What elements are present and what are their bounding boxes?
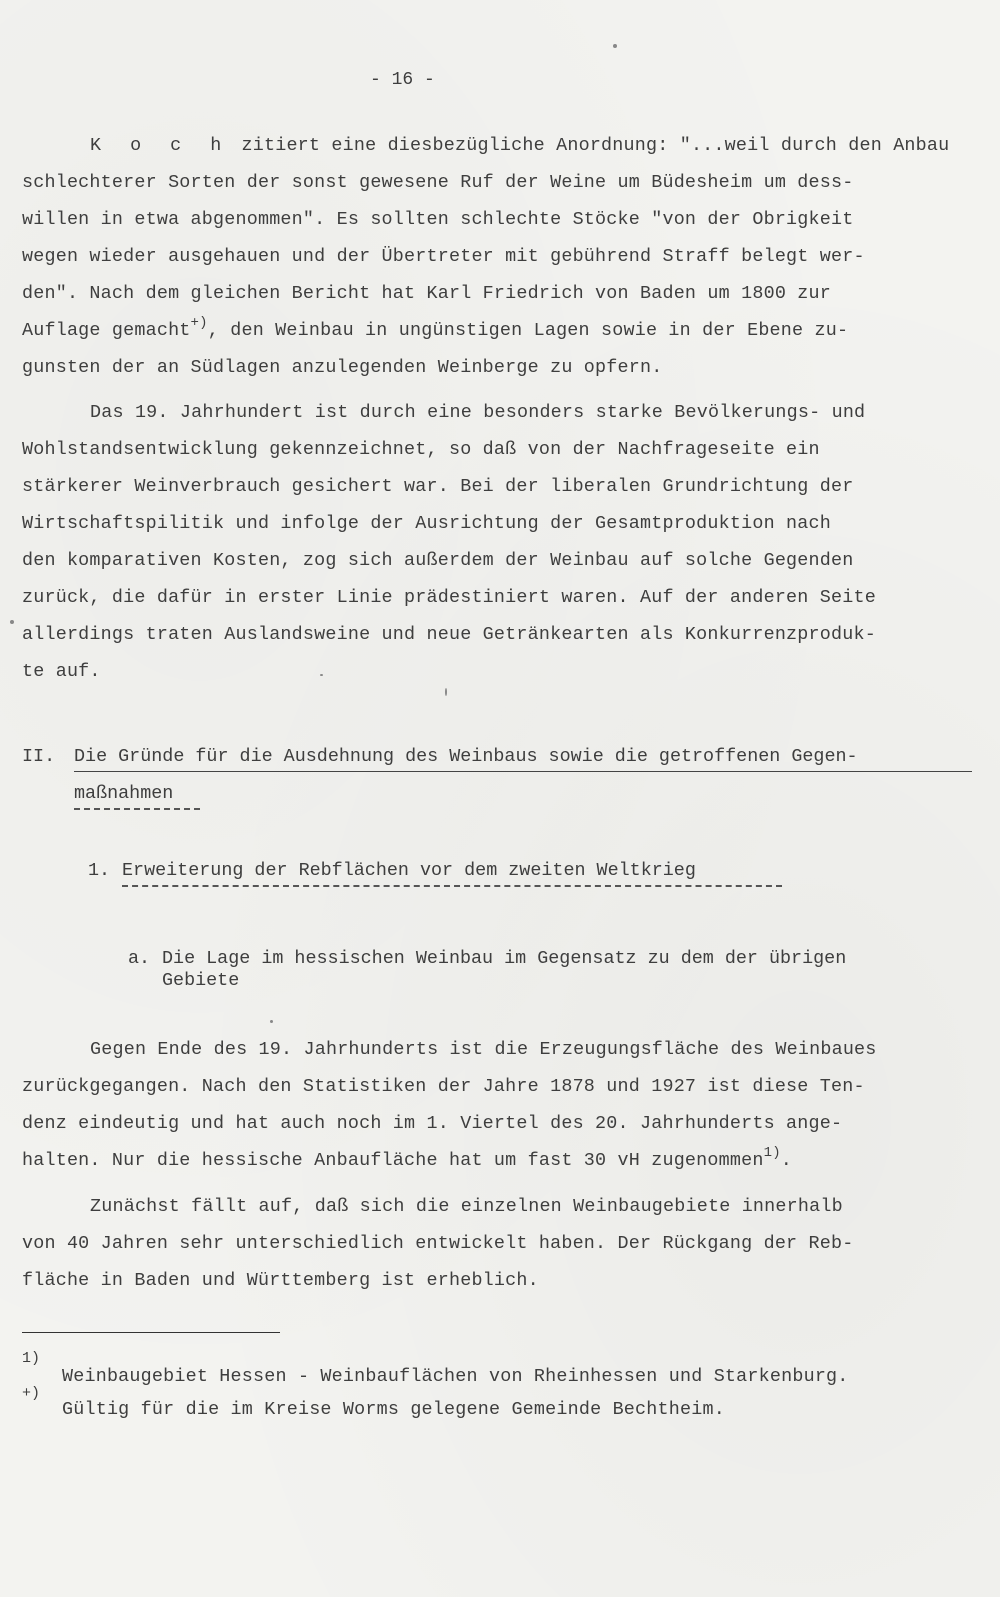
text-line: Gegen Ende des 19. Jahrhunderts ist die Erzeugungsfläche des Weinbaues [90,1039,877,1060]
footnote-text: Weinbaugebiet Hessen - Weinbauflächen von Rheinhessen und Starkenburg. [62,1366,849,1387]
footnote-mark: +) [22,1385,41,1402]
text-line: den". Nach dem gleichen Bericht hat Karl Friedrich von Baden um 1800 zur [22,283,832,304]
text-line: schlechterer Sorten der sonst gewesene Ruf der Weine um Büdesheim um dess- [22,172,854,193]
footnote-text: Gültig für die im Kreise Worms gelegene Gemeinde Bechtheim. [62,1399,725,1420]
subsection-title: Erweiterung der Rebflächen vor dem zweiten Weltkrieg [122,860,696,881]
text-line: halten. Nur die hessische Anbaufläche hat um fast 30 vH zugenommen$^{1)}$. [22,1145,793,1171]
subsection-number: 1. [88,860,111,881]
scan-speck [445,688,447,696]
text-line: willen in etwa abgenommen". Es sollten schlechte Stöcke "von der Obrigkeit [22,209,854,230]
footnote-reference: +) [190,315,208,331]
page-number: - 16 - [370,70,435,90]
text-line: Das 19. Jahrhundert ist durch eine besonders starke Bevölkerungs- und [90,402,866,423]
subsection-title-line: Gebiete [162,970,240,991]
footnote-mark: 1) [22,1350,41,1367]
text-line: den komparativen Kosten, zog sich außerdem der Weinbau auf solche Gegenden [22,550,854,571]
text-line: von 40 Jahren sehr unterschiedlich entwickelt haben. Der Rückgang der Reb- [22,1233,854,1254]
text-line: fläche in Baden und Württemberg ist erheblich. [22,1270,539,1291]
text-line: zurückgegangen. Nach den Statistiken der Jahre 1878 und 1927 ist diese Ten- [22,1076,865,1097]
text-line: gunsten der an Südlagen anzulegenden Weinberge zu opfern. [22,357,663,378]
text-line: zurück, die dafür in erster Linie prädestiniert waren. Auf der anderen Seite [22,587,876,608]
text-line: Zunächst fällt auf, daß sich die einzelnen Weinbaugebiete innerhalb [90,1196,843,1217]
footnote-separator [22,1332,280,1333]
footnote-reference: 1) [763,1145,781,1161]
underline-rule [122,885,782,887]
text-line: K o c h zitiert eine diesbezügliche Anordnung: "...weil durch den Anbau [90,135,950,156]
subsection-title-line: Die Lage im hessischen Weinbau im Gegensatz zu dem der übrigen [162,948,847,969]
text-line: te auf. [22,661,101,682]
underline-rule [74,808,200,810]
scan-speck [613,44,617,48]
text-line: Wirtschaftspilitik und infolge der Ausrichtung der Gesamtproduktion nach [22,513,832,534]
text-line: Wohlstandsentwicklung gekennzeichnet, so daß von der Nachfrageseite ein [22,439,820,460]
text-line: denz eindeutig und hat auch noch im 1. Viertel des 20. Jahrhunderts ange- [22,1113,843,1134]
text-line: Auflage gemacht+), den Weinbau in ungünstigen Lagen sowie in der Ebene zu- [22,315,849,341]
text-line: allerdings traten Auslandsweine und neue Getränkearten als Konkurrenzproduk- [22,624,876,645]
text-line: stärkerer Weinverbrauch gesichert war. Bei der liberalen Grundrichtung der [22,476,854,497]
subsection-label: a. [128,948,151,969]
scan-speck [320,674,323,676]
section-title-line: Die Gründe für die Ausdehnung des Weinbaus sowie die getroffenen Gegen- [74,746,858,767]
scan-speck [270,1020,273,1023]
section-number: II. [22,746,56,767]
text-line: wegen wieder ausgehauen und der Übertreter mit gebührend Straff belegt wer- [22,246,865,267]
scan-speck [10,620,14,624]
author-name: K o c h [90,135,231,156]
section-title-line: maßnahmen [74,783,174,804]
underline-rule [74,771,972,772]
